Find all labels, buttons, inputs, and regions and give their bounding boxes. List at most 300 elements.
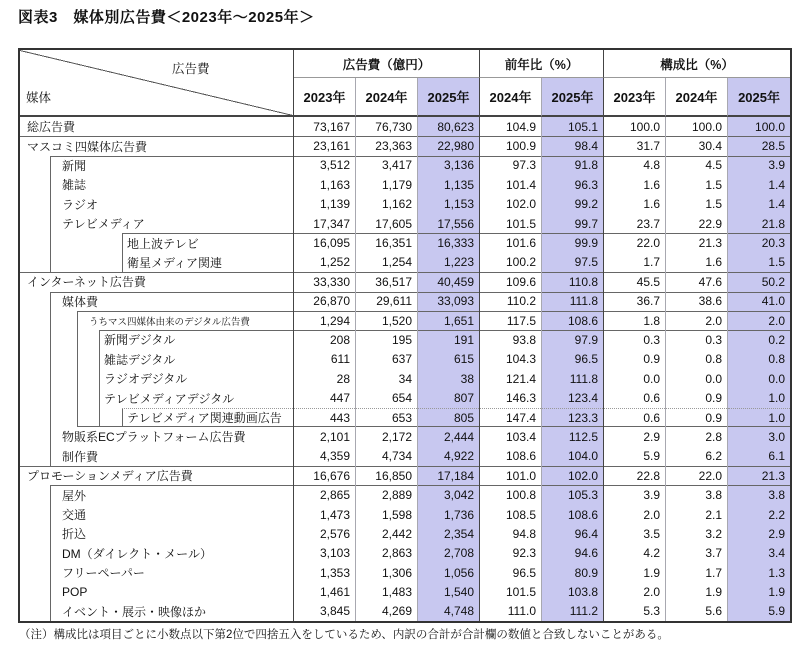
table-row (20, 408, 790, 427)
value-cell: 29,611 (356, 292, 418, 311)
value-cell: 3,845 (294, 602, 356, 621)
row-label (20, 233, 294, 252)
value-cell: 1,540 (418, 582, 480, 601)
value-cell: 16,676 (294, 466, 356, 485)
value-cell: 23.7 (604, 214, 666, 233)
value-cell: 112.5 (542, 427, 604, 446)
value-cell: 96.5 (480, 563, 542, 582)
value-cell: 103.4 (480, 427, 542, 446)
value-cell: 1.5 (666, 175, 728, 194)
value-cell: 100.0 (604, 117, 666, 136)
value-cell: 22.8 (604, 466, 666, 485)
value-cell: 1.3 (728, 563, 790, 582)
value-cell: 6.1 (728, 447, 790, 466)
nesting-line (50, 485, 51, 504)
value-cell: 28.5 (728, 136, 790, 155)
table-row (20, 175, 790, 194)
value-cell: 0.6 (604, 388, 666, 407)
row-label (20, 505, 294, 524)
value-cell: 91.8 (542, 156, 604, 175)
section-line (50, 156, 293, 157)
value-cell: 17,556 (418, 214, 480, 233)
row-label (20, 408, 294, 427)
value-cell: 3,103 (294, 544, 356, 563)
value-cell: 100.9 (480, 136, 542, 155)
row-label-text: 媒体費 (62, 294, 99, 309)
table-row (20, 311, 790, 330)
value-cell: 2.2 (728, 505, 790, 524)
nesting-line (122, 253, 123, 272)
value-cell: 4,748 (418, 602, 480, 621)
value-cell: 1,598 (356, 505, 418, 524)
row-label-text: 雑誌 (62, 178, 87, 193)
nesting-line (50, 408, 51, 427)
row-label (20, 136, 294, 155)
value-cell: 1.7 (604, 253, 666, 272)
value-cell: 108.6 (542, 505, 604, 524)
value-cell: 3.4 (728, 544, 790, 563)
value-cell: 41.0 (728, 292, 790, 311)
value-cell: 1.7 (666, 563, 728, 582)
value-cell: 110.2 (480, 292, 542, 311)
nesting-line (50, 563, 51, 582)
value-cell: 100.0 (728, 117, 790, 136)
value-cell: 111.8 (542, 292, 604, 311)
value-cell: 208 (294, 330, 356, 349)
table-row (20, 330, 790, 349)
value-cell: 615 (418, 350, 480, 369)
value-cell: 447 (294, 388, 356, 407)
section-line (20, 466, 293, 467)
value-cell: 3.7 (666, 544, 728, 563)
value-cell: 1.4 (728, 175, 790, 194)
table-row (20, 602, 790, 621)
page-title: 図表3 媒体別広告費＜2023年～2025年＞ (18, 9, 315, 26)
value-cell: 31.7 (604, 136, 666, 155)
value-cell: 805 (418, 408, 480, 427)
row-label-text: テレビメディア関連動画広告 (127, 411, 282, 426)
nesting-line (50, 156, 51, 175)
nesting-line (50, 253, 51, 272)
nesting-line (122, 233, 123, 252)
value-cell: 16,095 (294, 233, 356, 252)
value-cell: 3,136 (418, 156, 480, 175)
value-cell: 47.6 (666, 272, 728, 291)
value-cell: 0.9 (604, 350, 666, 369)
row-label (20, 466, 294, 485)
table-row (20, 485, 790, 504)
value-cell: 807 (418, 388, 480, 407)
value-cell: 2,576 (294, 524, 356, 543)
nesting-line (50, 214, 51, 233)
value-cell: 117.5 (480, 311, 542, 330)
value-cell: 195 (356, 330, 418, 349)
value-cell: 21.3 (728, 466, 790, 485)
value-cell: 2,865 (294, 485, 356, 504)
table-row (20, 156, 790, 175)
row-label (20, 175, 294, 194)
value-cell: 0.0 (666, 369, 728, 388)
value-cell: 3.8 (728, 485, 790, 504)
table-row (20, 195, 790, 214)
value-cell: 2.9 (728, 524, 790, 543)
value-cell: 3.9 (604, 485, 666, 504)
value-cell: 45.5 (604, 272, 666, 291)
nesting-line (50, 369, 51, 388)
row-label-text: 折込 (62, 527, 87, 542)
value-cell: 443 (294, 408, 356, 427)
nesting-line (77, 388, 78, 407)
row-label-text: うちマス四媒体由来のデジタル広告費 (89, 316, 250, 328)
value-cell: 26,870 (294, 292, 356, 311)
value-cell: 2,863 (356, 544, 418, 563)
table-row (20, 447, 790, 466)
row-label (20, 447, 294, 466)
nesting-line (77, 311, 78, 330)
footnote: （注）構成比は項目ごとに小数点以下第2位で四捨五入をしているため、内訳の合計が合計欄の数値と合致しないことがある。 (19, 629, 669, 641)
value-cell: 0.9 (666, 408, 728, 427)
value-cell: 2,442 (356, 524, 418, 543)
value-cell: 3,042 (418, 485, 480, 504)
value-cell: 2,708 (418, 544, 480, 563)
table-row (20, 544, 790, 563)
value-cell: 1,461 (294, 582, 356, 601)
row-label-text: DM（ダイレクト・メール） (62, 546, 212, 561)
value-cell: 17,184 (418, 466, 480, 485)
value-cell: 108.6 (480, 447, 542, 466)
value-cell: 93.8 (480, 330, 542, 349)
value-cell: 0.9 (666, 388, 728, 407)
value-cell: 99.9 (542, 233, 604, 252)
row-label-text: 物販系ECプラットフォーム広告費 (62, 430, 246, 445)
row-label-text: 新聞デジタル (104, 333, 176, 348)
value-cell: 1.6 (604, 175, 666, 194)
value-cell: 3.8 (666, 485, 728, 504)
value-cell: 0.0 (604, 369, 666, 388)
value-cell: 1,294 (294, 311, 356, 330)
nesting-line (122, 408, 123, 427)
nesting-line (99, 330, 100, 349)
value-cell: 4,922 (418, 447, 480, 466)
table-row (20, 369, 790, 388)
value-cell: 1,223 (418, 253, 480, 272)
value-cell: 1,139 (294, 195, 356, 214)
value-cell: 4.5 (666, 156, 728, 175)
nesting-line (99, 408, 100, 427)
value-cell: 1,353 (294, 563, 356, 582)
nesting-line (50, 447, 51, 466)
value-cell: 1,473 (294, 505, 356, 524)
table-row (20, 253, 790, 272)
nesting-line (99, 350, 100, 369)
row-label (20, 602, 294, 621)
table-row (20, 233, 790, 252)
value-cell: 2,354 (418, 524, 480, 543)
value-cell: 3,417 (356, 156, 418, 175)
table-row (20, 466, 790, 485)
value-cell: 23,363 (356, 136, 418, 155)
value-cell: 123.4 (542, 388, 604, 407)
section-line (20, 136, 293, 137)
value-cell: 0.8 (728, 350, 790, 369)
row-label-text: フリーペーパー (62, 566, 145, 581)
value-cell: 28 (294, 369, 356, 388)
value-cell: 2,172 (356, 427, 418, 446)
row-label-text: プロモーションメディア広告費 (27, 469, 193, 484)
section-line (122, 233, 293, 234)
value-cell: 33,330 (294, 272, 356, 291)
row-label-text: テレビメディアデジタル (104, 391, 235, 406)
value-cell: 2.1 (666, 505, 728, 524)
value-cell: 5.9 (604, 447, 666, 466)
row-label (20, 214, 294, 233)
row-label-text: 衛星メディア関連 (127, 255, 223, 270)
value-cell: 0.3 (604, 330, 666, 349)
value-cell: 3.0 (728, 427, 790, 446)
table-row (20, 117, 790, 136)
table-row (20, 292, 790, 311)
value-cell: 100.2 (480, 253, 542, 272)
value-cell: 611 (294, 350, 356, 369)
value-cell: 1,651 (418, 311, 480, 330)
value-cell: 4,734 (356, 447, 418, 466)
nesting-line (50, 175, 51, 194)
value-cell: 1,252 (294, 253, 356, 272)
nesting-line (77, 330, 78, 349)
value-cell: 104.3 (480, 350, 542, 369)
value-cell: 1,306 (356, 563, 418, 582)
nesting-line (77, 408, 78, 427)
value-cell: 1,162 (356, 195, 418, 214)
value-cell: 33,093 (418, 292, 480, 311)
section-line (122, 408, 293, 409)
table-row (20, 524, 790, 543)
value-cell: 16,351 (356, 233, 418, 252)
value-cell: 111.8 (542, 369, 604, 388)
value-cell: 34 (356, 369, 418, 388)
row-label (20, 544, 294, 563)
value-cell: 105.1 (542, 117, 604, 136)
value-cell: 30.4 (666, 136, 728, 155)
value-cell: 17,347 (294, 214, 356, 233)
section-line (99, 330, 293, 331)
group-header-share: 構成比（%） (604, 50, 790, 78)
row-label (20, 117, 294, 136)
nesting-line (77, 350, 78, 369)
value-cell: 5.3 (604, 602, 666, 621)
year-header-highlighted: 2025年 (728, 78, 790, 117)
value-cell: 3.9 (728, 156, 790, 175)
value-cell: 73,167 (294, 117, 356, 136)
nesting-line (50, 544, 51, 563)
value-cell: 105.3 (542, 485, 604, 504)
value-cell: 1.5 (666, 195, 728, 214)
value-cell: 16,850 (356, 466, 418, 485)
table-row (20, 388, 790, 407)
table-row (20, 272, 790, 291)
value-cell: 97.5 (542, 253, 604, 272)
year-header: 2023年 (294, 78, 356, 117)
value-cell: 1.6 (666, 253, 728, 272)
nesting-line (50, 505, 51, 524)
row-label (20, 369, 294, 388)
year-header: 2023年 (604, 78, 666, 117)
value-cell: 2,101 (294, 427, 356, 446)
value-cell: 121.4 (480, 369, 542, 388)
year-header: 2024年 (356, 78, 418, 117)
value-cell: 111.2 (542, 602, 604, 621)
value-cell: 80.9 (542, 563, 604, 582)
row-label-text: ラジオ (62, 197, 99, 212)
corner-label-media: 媒体 (26, 91, 52, 105)
value-cell: 103.8 (542, 582, 604, 601)
nesting-line (50, 233, 51, 252)
nesting-line (50, 582, 51, 601)
table-row (20, 136, 790, 155)
value-cell: 3.5 (604, 524, 666, 543)
value-cell: 111.0 (480, 602, 542, 621)
row-label (20, 524, 294, 543)
row-label (20, 253, 294, 272)
row-label (20, 388, 294, 407)
year-header: 2024年 (666, 78, 728, 117)
row-label-text: マスコミ四媒体広告費 (27, 139, 148, 154)
value-cell: 1.4 (728, 195, 790, 214)
section-line (77, 311, 293, 312)
value-cell: 76,730 (356, 117, 418, 136)
table-body (20, 117, 790, 621)
value-cell: 96.4 (542, 524, 604, 543)
value-cell: 102.0 (480, 195, 542, 214)
value-cell: 6.2 (666, 447, 728, 466)
table-row (20, 427, 790, 446)
row-label (20, 272, 294, 291)
table-row (20, 563, 790, 582)
value-cell: 100.0 (666, 117, 728, 136)
value-cell: 94.6 (542, 544, 604, 563)
value-cell: 1.5 (728, 253, 790, 272)
value-cell: 38 (418, 369, 480, 388)
value-cell: 1,179 (356, 175, 418, 194)
row-label-text: 雑誌デジタル (104, 352, 176, 367)
value-cell: 100.8 (480, 485, 542, 504)
value-cell: 21.8 (728, 214, 790, 233)
value-cell: 147.4 (480, 408, 542, 427)
year-header: 2024年 (480, 78, 542, 117)
row-label-text: 制作費 (62, 449, 99, 464)
value-cell: 98.4 (542, 136, 604, 155)
value-cell: 17,605 (356, 214, 418, 233)
row-label-text: 総広告費 (27, 120, 76, 135)
value-cell: 36,517 (356, 272, 418, 291)
value-cell: 101.4 (480, 175, 542, 194)
nesting-line (50, 350, 51, 369)
row-label (20, 311, 294, 330)
value-cell: 2,444 (418, 427, 480, 446)
value-cell: 3.2 (666, 524, 728, 543)
table-row (20, 505, 790, 524)
value-cell: 22.0 (666, 466, 728, 485)
row-label (20, 563, 294, 582)
value-cell: 104.0 (542, 447, 604, 466)
value-cell: 40,459 (418, 272, 480, 291)
value-cell: 108.5 (480, 505, 542, 524)
year-header-highlighted: 2025年 (418, 78, 480, 117)
row-label (20, 485, 294, 504)
value-cell: 0.3 (666, 330, 728, 349)
value-cell: 1.9 (666, 582, 728, 601)
value-cell: 2.8 (666, 427, 728, 446)
diagonal-corner-cell (20, 50, 294, 117)
group-header-yoy: 前年比（%） (480, 50, 604, 78)
value-cell: 191 (418, 330, 480, 349)
value-cell: 99.7 (542, 214, 604, 233)
value-cell: 0.6 (604, 408, 666, 427)
value-cell: 80,623 (418, 117, 480, 136)
value-cell: 654 (356, 388, 418, 407)
value-cell: 2.0 (604, 505, 666, 524)
value-cell: 2.0 (604, 582, 666, 601)
value-cell: 92.3 (480, 544, 542, 563)
value-cell: 2.9 (604, 427, 666, 446)
table-row (20, 582, 790, 601)
group-header-spend: 広告費（億円） (294, 50, 480, 78)
value-cell: 97.3 (480, 156, 542, 175)
nesting-line (50, 292, 51, 311)
value-cell: 20.3 (728, 233, 790, 252)
row-label (20, 330, 294, 349)
value-cell: 38.6 (666, 292, 728, 311)
ad-spend-table (18, 48, 792, 623)
value-cell: 23,161 (294, 136, 356, 155)
row-label-text: ラジオデジタル (104, 372, 188, 387)
row-label-text: 屋外 (62, 488, 87, 503)
value-cell: 3,512 (294, 156, 356, 175)
value-cell: 22.0 (604, 233, 666, 252)
row-label-text: 交通 (62, 508, 87, 522)
value-cell: 22.9 (666, 214, 728, 233)
value-cell: 1.0 (728, 408, 790, 427)
value-cell: 146.3 (480, 388, 542, 407)
nesting-line (50, 524, 51, 543)
value-cell: 109.6 (480, 272, 542, 291)
corner-label-expense: 広告費 (172, 62, 210, 76)
value-cell: 653 (356, 408, 418, 427)
nesting-line (50, 427, 51, 446)
row-label-text: テレビメディア (62, 217, 145, 232)
value-cell: 101.5 (480, 214, 542, 233)
group-header-row (20, 50, 790, 78)
row-label (20, 292, 294, 311)
value-cell: 123.3 (542, 408, 604, 427)
value-cell: 4,359 (294, 447, 356, 466)
value-cell: 2,889 (356, 485, 418, 504)
row-label-text: 新聞 (62, 158, 87, 173)
table-row (20, 350, 790, 369)
section-line (20, 272, 293, 273)
row-label (20, 156, 294, 175)
value-cell: 1,056 (418, 563, 480, 582)
value-cell: 99.2 (542, 195, 604, 214)
nesting-line (50, 388, 51, 407)
value-cell: 110.8 (542, 272, 604, 291)
row-label (20, 195, 294, 214)
value-cell: 36.7 (604, 292, 666, 311)
value-cell: 22,980 (418, 136, 480, 155)
value-cell: 4,269 (356, 602, 418, 621)
year-header-highlighted: 2025年 (542, 78, 604, 117)
row-label-text: POP (62, 585, 88, 600)
